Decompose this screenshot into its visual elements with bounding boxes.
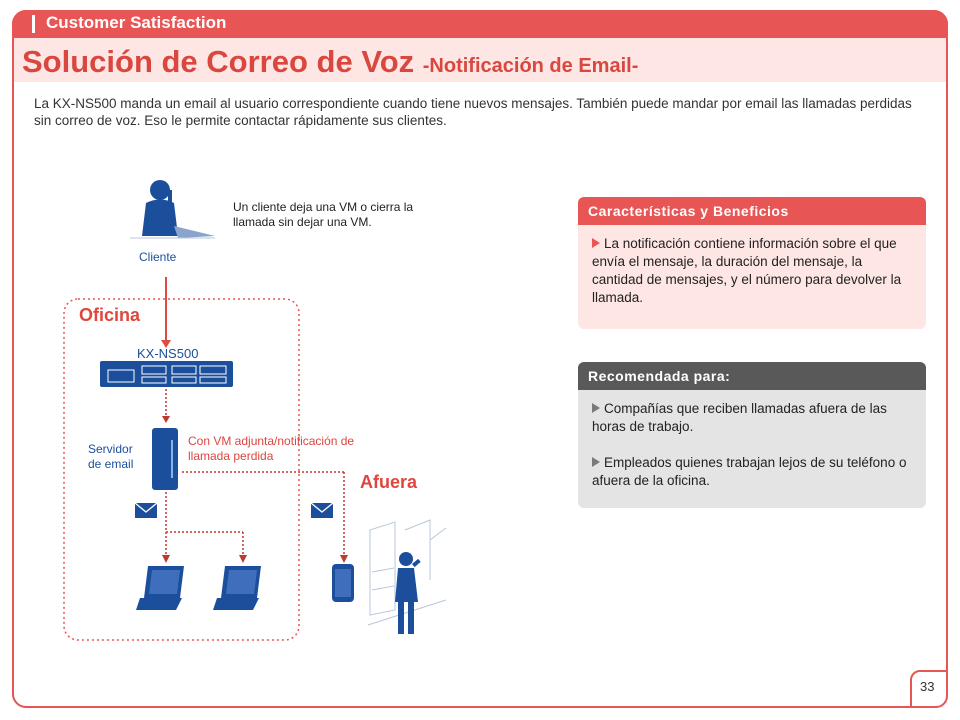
- smartphone-icon: [332, 564, 354, 602]
- recommended-item: Compañías que reciben llamadas afuera de las horas de trabajo.: [592, 401, 887, 434]
- email-server-icon: [152, 428, 178, 490]
- features-title: Características y Beneficios: [578, 197, 926, 225]
- walking-person-icon: [395, 552, 421, 634]
- outside-label: Afuera: [360, 472, 418, 492]
- client-person-icon: [142, 180, 215, 238]
- device-label: KX-NS500: [137, 346, 199, 361]
- recommended-item: Empleados quienes trabajan lejos de su teléfono o afuera de la oficina.: [592, 455, 907, 488]
- kx-ns500-device-icon: [100, 361, 233, 387]
- section-label: Customer Satisfaction: [46, 13, 227, 32]
- envelope-icon: [311, 503, 333, 518]
- page-number: 33: [920, 679, 935, 694]
- title-sub: -Notificación de Email-: [422, 55, 639, 77]
- feature-item: La notificación contiene información sobre el que envía el mensaje, la duración del mensaje, la cantidad de mensajes, y el número para devolver la llamada.: [592, 236, 902, 305]
- envelope-icon: [135, 503, 157, 518]
- server-label: Servidor de email: [88, 442, 134, 471]
- triangle-bullet-icon: [592, 457, 600, 467]
- intro-text: La KX-NS500 manda un email al usuario correspondiente cuando tiene nuevos mensajes. También puede mandar por email las llamadas perdidas sin correo de voz. Eso le permite contactar rápidamente sus clientes.: [34, 96, 912, 128]
- title-main: Solución de Correo de Voz: [22, 44, 415, 79]
- features-panel: [578, 197, 926, 329]
- client-label: Cliente: [139, 250, 177, 264]
- client-description: Un cliente deja una VM o cierra la llamada sin dejar una VM.: [233, 200, 414, 229]
- triangle-bullet-icon: [592, 238, 600, 248]
- recommended-title: Recomendada para:: [578, 362, 926, 390]
- laptop-icon: [136, 566, 184, 610]
- features-body: [578, 225, 926, 317]
- laptop-icon: [213, 566, 261, 610]
- vm-note: Con VM adjunta/notificación de llamada perdida: [188, 434, 355, 463]
- recommended-body: [578, 390, 926, 500]
- recommended-panel: [578, 362, 926, 508]
- office-label: Oficina: [79, 305, 141, 325]
- triangle-bullet-icon: [592, 403, 600, 413]
